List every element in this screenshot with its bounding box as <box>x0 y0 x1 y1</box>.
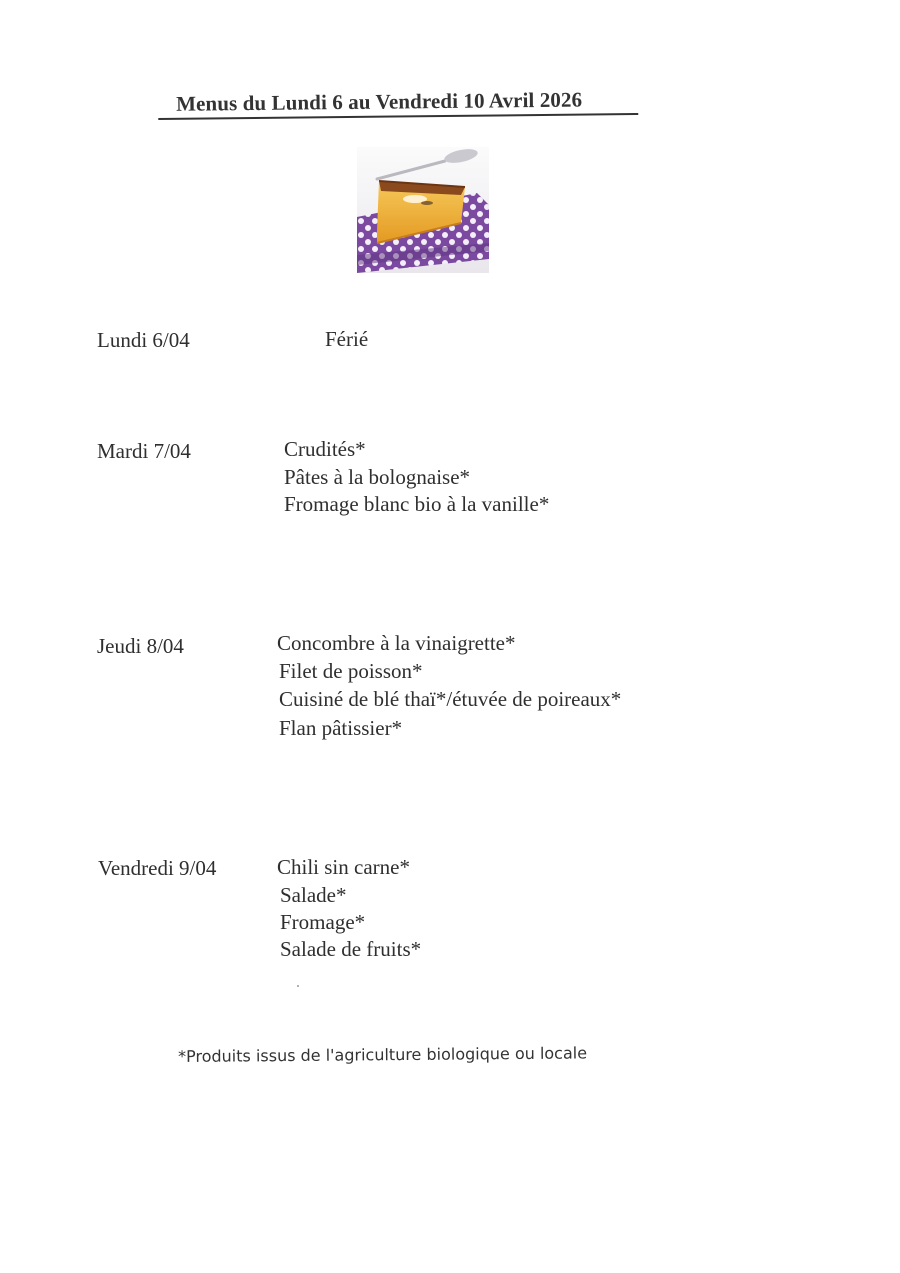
dish-vendredi-3: Fromage* <box>280 910 366 934</box>
dish-vendredi-4: Salade de fruits* <box>280 937 422 961</box>
day-label-vendredi: Vendredi 9/04 <box>98 856 217 880</box>
dish-mardi-2: Pâtes à la bolognaise* <box>284 465 471 489</box>
organic-footnote: *Produits issus de l'agriculture biologique ou locale <box>178 1043 588 1066</box>
dish-mardi-3: Fromage blanc bio à la vanille* <box>284 492 550 516</box>
day-label-mardi: Mardi 7/04 <box>97 439 191 463</box>
dessert-photo <box>357 147 489 273</box>
scan-speck <box>297 985 299 987</box>
dish-vendredi-1: Chili sin carne* <box>277 855 410 879</box>
day-label-lundi: Lundi 6/04 <box>97 328 190 352</box>
dish-vendredi-2: Salade* <box>280 883 347 907</box>
dish-jeudi-4: Flan pâtissier* <box>279 716 403 740</box>
dish-lundi-1: Férié <box>325 327 369 351</box>
menu-title-text: Menus du Lundi 6 au Vendredi 10 Avril 2026 <box>175 87 583 116</box>
dish-jeudi-2: Filet de poisson* <box>279 659 423 683</box>
dish-jeudi-3: Cuisiné de blé thaï*/étuvée de poireaux* <box>279 687 622 711</box>
flan-slice-illustration <box>357 147 489 273</box>
dish-mardi-1: Crudités* <box>284 437 366 461</box>
menu-title <box>158 87 638 117</box>
day-label-jeudi: Jeudi 8/04 <box>97 634 184 658</box>
dish-jeudi-1: Concombre à la vinaigrette* <box>277 631 516 655</box>
